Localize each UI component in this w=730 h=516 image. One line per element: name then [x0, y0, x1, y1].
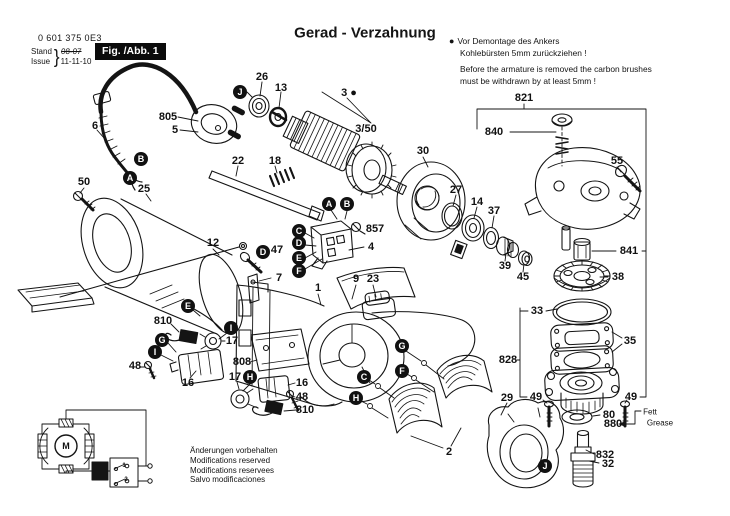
disclaimer-en: Modifications reserved [190, 455, 271, 465]
pinion-39 [497, 237, 519, 258]
ref-circle-c: C [357, 370, 371, 384]
part-label-6: 6 [91, 120, 99, 132]
disclaimer-es: Salvo modificaciones [190, 475, 266, 485]
disclaimer-block [190, 446, 278, 485]
part-label-27: 27 [449, 184, 463, 196]
figure-badge: Fig. /Abb. 1 [95, 43, 166, 60]
spindle-832 [571, 431, 595, 488]
part-label-3: 3 ● [341, 87, 357, 99]
field-coil-upper [437, 355, 492, 398]
support-bar-22 [209, 171, 324, 221]
note-fett: Fett [643, 407, 657, 417]
part-label-39: 39 [498, 260, 512, 272]
detent-pin [562, 226, 570, 250]
part-label-23: 23 [366, 273, 380, 285]
part-label-3-50: 3/50 [355, 123, 377, 135]
ref-circle-f: F [395, 364, 409, 378]
part-label-828: 828 [498, 354, 518, 366]
part-label-17: 17 [228, 371, 242, 383]
stand-old-date: 08-07 [60, 47, 82, 56]
part-label-832: 832 [595, 449, 615, 461]
coil-screws [368, 361, 445, 419]
stand-label: Stand [31, 47, 52, 56]
screw-50 [74, 192, 96, 211]
part-label-45: 45 [516, 271, 530, 283]
part-label-37: 37 [487, 205, 501, 217]
part-label-810: 810 [295, 404, 315, 416]
armature-3-50 [272, 110, 406, 198]
part-label-13: 13 [274, 82, 288, 94]
part-label-9: 9 [352, 273, 360, 285]
warning-en-2: must be withdrawn by at least 5mm ! [460, 76, 596, 87]
schematic-label-m: M [62, 441, 70, 451]
warning-de-1: Vor Demontage des Ankers [457, 36, 560, 46]
screw-48-left [145, 362, 157, 379]
crown-gear-38 [554, 261, 610, 291]
part-label-25: 25 [137, 183, 151, 195]
ref-circle-e: E [181, 299, 195, 313]
bearing-flange [544, 367, 619, 414]
bushing-841 [574, 239, 590, 261]
key-block [451, 240, 467, 258]
part-label-22: 22 [231, 155, 245, 167]
ref-circle-g: G [395, 339, 409, 353]
ref-circle-h: H [349, 391, 363, 405]
part-label-810: 810 [153, 315, 173, 327]
part-label-857: 857 [365, 223, 385, 235]
button-23 [361, 290, 396, 320]
part-label-4: 4 [367, 241, 375, 253]
part-label-841: 841 [619, 245, 639, 257]
ref-circle-i: I [224, 321, 238, 335]
window-9 [337, 267, 415, 309]
brush-plate-808 [251, 329, 309, 371]
part-label-7: 7 [275, 272, 283, 284]
ref-circle-d: D [256, 245, 270, 259]
part-label-880: 880 [603, 418, 623, 430]
brush-holder-16-top [170, 349, 224, 385]
spring-18 [270, 168, 294, 186]
ref-circle-a: A [322, 197, 336, 211]
part-label-808: 808 [232, 356, 252, 368]
ref-circle-j: J [538, 459, 552, 473]
part-label-18: 18 [268, 155, 282, 167]
part-number: 0 601 375 0E3 [38, 33, 102, 43]
part-label-35: 35 [623, 335, 637, 347]
cap-17-top [200, 333, 221, 349]
schematic-label-2: 2 [124, 477, 128, 483]
part-label-47: 47 [270, 244, 284, 256]
wire-12 [18, 243, 247, 313]
disclaimer-de: Änderungen vorbehalten [190, 446, 278, 455]
ref-circle-h: H [243, 370, 257, 384]
part-label-30: 30 [416, 145, 430, 157]
schematic-label-1: 1 [122, 463, 126, 469]
part-label-14: 14 [470, 196, 484, 208]
ref-circle-g: G [155, 333, 169, 347]
part-label-5: 5 [171, 124, 179, 136]
motor-housing-25 [71, 191, 251, 339]
cap-840 [552, 114, 572, 126]
field-coil-lower [389, 383, 442, 433]
bullet-icon: ● [449, 36, 455, 46]
nut-45 [519, 251, 533, 266]
part-label-48: 48 [128, 360, 142, 372]
screw-49-left [545, 401, 554, 426]
wiring-schematic [38, 410, 152, 487]
part-label-840: 840 [484, 126, 504, 138]
brace-glyph: } [53, 45, 60, 68]
part-label-49: 49 [624, 391, 638, 403]
ref-circle-d: D [292, 236, 306, 250]
part-label-48: 48 [295, 391, 309, 403]
part-label-17: 17 [225, 335, 239, 347]
part-label-80: 80 [602, 409, 616, 421]
bearing-13 [270, 108, 286, 126]
ref-circle-j: J [233, 85, 247, 99]
power-cord [93, 65, 196, 190]
part-label-12: 12 [206, 237, 220, 249]
part-label-821: 821 [514, 92, 534, 104]
page-title: Gerad - Verzahnung [294, 24, 436, 42]
screw-47 [239, 251, 261, 272]
disclaimer-fr: Modifications reservees [190, 465, 275, 475]
revision-block [31, 47, 91, 67]
warning-de-2: Kohlebürsten 5mm zurückziehen ! [460, 48, 587, 59]
ref-circle-e: E [292, 251, 306, 265]
part-label-16: 16 [181, 377, 195, 389]
o-ring-33 [553, 299, 611, 325]
bearing-14 [462, 215, 484, 241]
bracket-7 [248, 274, 259, 303]
ref-circle-b: B [340, 197, 354, 211]
brush-wire-810-bottom [253, 400, 283, 415]
stand-new-date: 11-11-10 [60, 57, 92, 66]
part-label-29: 29 [500, 392, 514, 404]
part-label-2: 2 [445, 446, 453, 458]
part-label-50: 50 [77, 176, 91, 188]
part-label-805: 805 [158, 111, 178, 123]
warning-en-1: Before the armature is removed the carbon brushes [460, 63, 652, 74]
ref-circle-b: B [134, 152, 148, 166]
warning-note [449, 35, 652, 88]
ref-circle-i: I [148, 345, 162, 359]
part-label-49: 49 [529, 391, 543, 403]
issue-label: Issue [31, 57, 51, 66]
brush-wire-810-top [166, 330, 198, 344]
part-label-38: 38 [611, 271, 625, 283]
screw-857 [352, 223, 366, 235]
part-label-33: 33 [530, 305, 544, 317]
part-label-55: 55 [610, 155, 624, 167]
ref-circle-f: F [292, 264, 306, 278]
part-label-16: 16 [295, 377, 309, 389]
bearing-26 [249, 95, 269, 117]
ref-circle-c: C [292, 224, 306, 238]
cap-17-bottom [231, 389, 255, 408]
note-grease: Grease [646, 418, 674, 428]
part-label-26: 26 [255, 71, 269, 83]
ref-circle-a: A [123, 171, 137, 185]
part-label-32: 32 [601, 458, 615, 470]
housing-1 [236, 282, 475, 406]
gear-housing [525, 148, 640, 230]
part-label-1: 1 [314, 282, 322, 294]
